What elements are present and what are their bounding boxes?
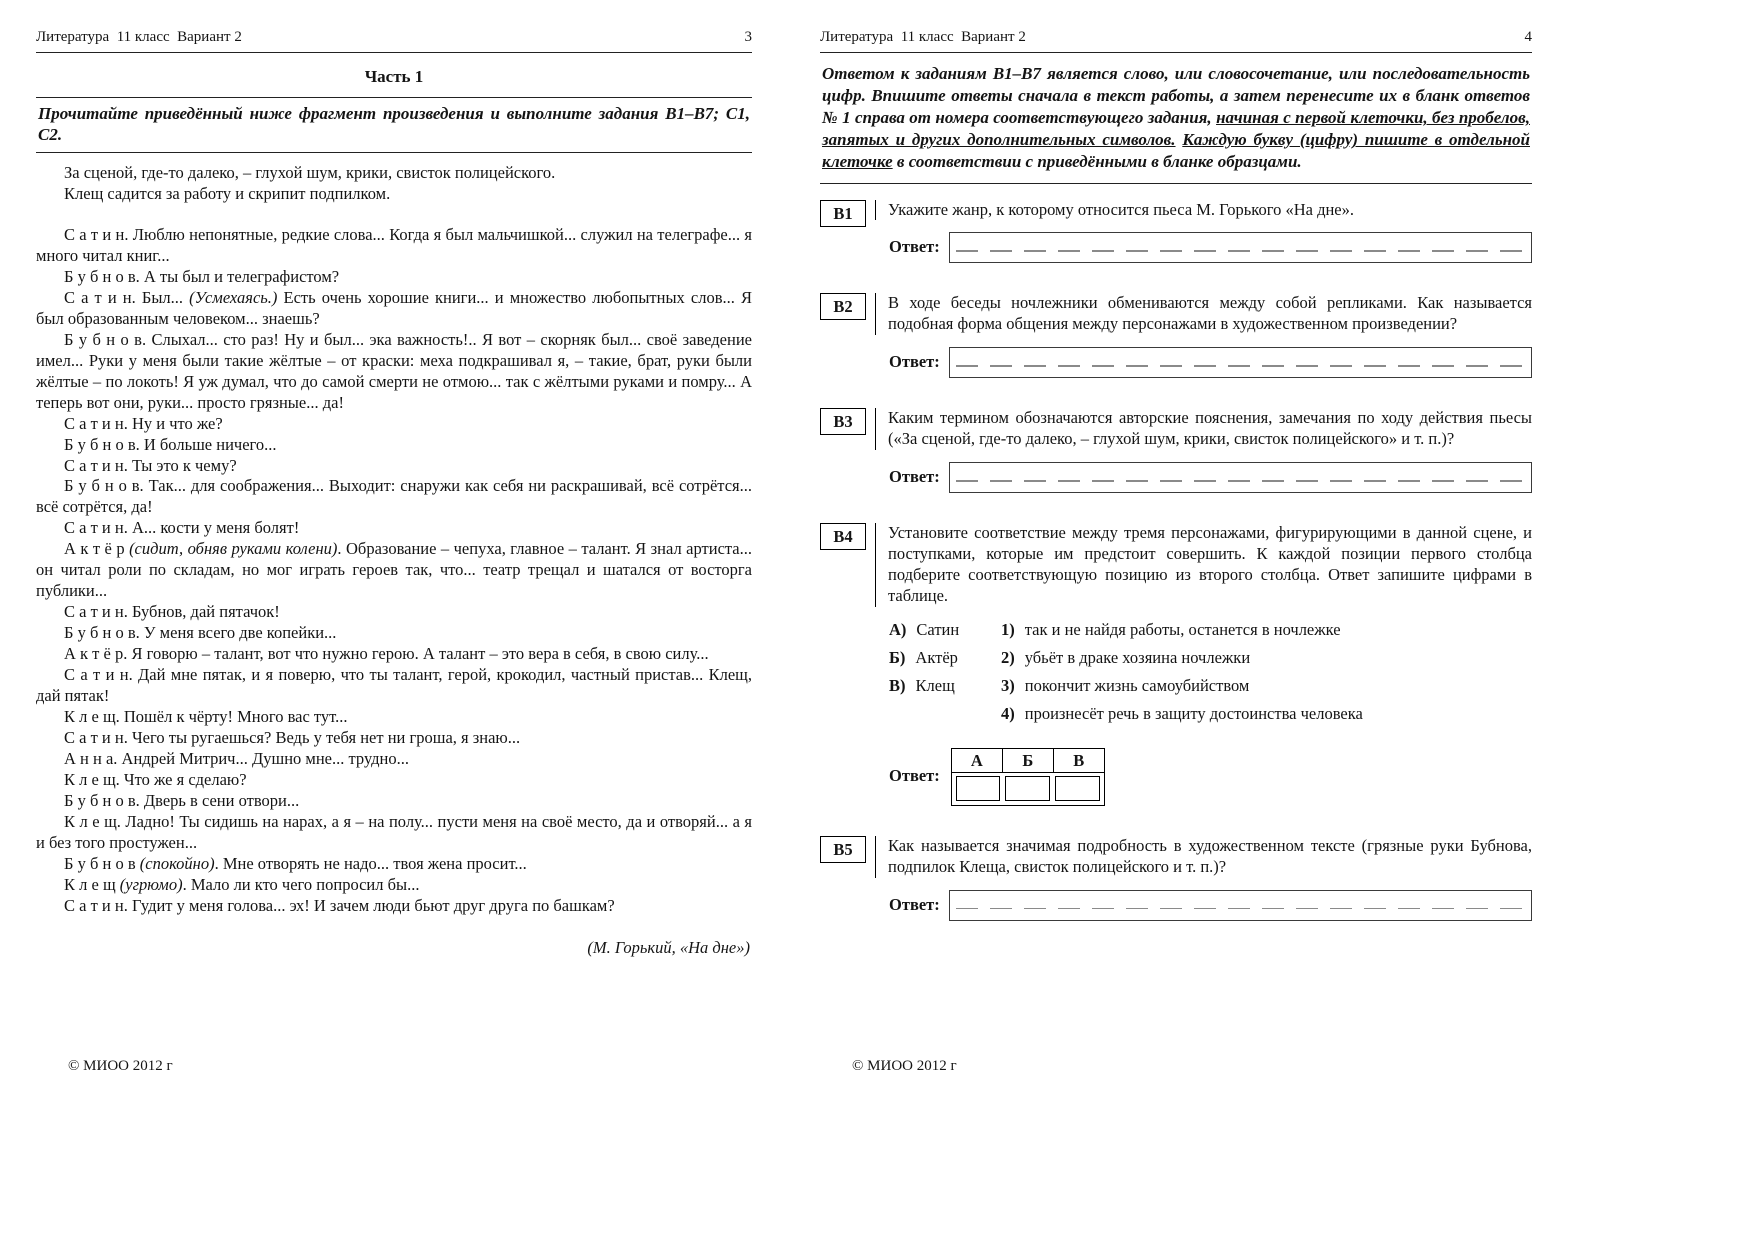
match-item — [1001, 676, 1532, 697]
question-body — [875, 200, 1532, 264]
question-text: Установите соответствие между тремя персонажами, фигурирующими в данной сцене, и поступками, которые им предстоит совершить. К каждой позиции первого столбца подберите соответствующую позицию из второго столбца. Ответ запишите цифрами в таблице. — [875, 523, 1532, 607]
match-key: А) — [889, 620, 907, 640]
question-id-В3: В3 — [820, 408, 866, 435]
match-item — [1001, 704, 1532, 725]
answer-field-В1[interactable] — [949, 232, 1532, 263]
question-body — [875, 408, 1532, 493]
match-label: Сатин — [916, 620, 960, 640]
matching-right-column — [1001, 620, 1532, 732]
match-label: произнесёт речь в защиту достоинства человека — [1024, 703, 1363, 723]
play-paragraph: С а т и н. Бубнов, дай пятачок! — [64, 602, 280, 622]
answer-instructions — [820, 53, 1532, 183]
answer-field-В2[interactable] — [949, 347, 1532, 378]
instruction-segment: начиная с первой клеточки, без пробелов, запятых и других дополнительных символов. — [822, 108, 1530, 150]
header-title: Литература 11 класс Вариант 2 — [820, 29, 1026, 45]
page-4 — [820, 28, 1532, 1076]
question-text: В ходе беседы ночлежники обмениваются между собой репликами. Как называется подобная форма общения между персонажами в художественном произведении? — [875, 293, 1532, 335]
play-paragraph: С а т и н. Дай мне пятак, и я поверю, что ты талант, герой, крокодил, частный пристав... Клещ, дай пятак! — [36, 665, 752, 705]
instruction-segment: в соответствии с приведёнными в бланке образцами. — [892, 152, 1302, 172]
question-id-В4: В4 — [820, 523, 866, 550]
play-paragraph: К л е щ (угрюмо). Мало ли кто чего попросил бы... — [64, 874, 420, 894]
questions — [820, 200, 1532, 921]
match-label: Актёр — [915, 648, 958, 668]
match-key: 2) — [1001, 648, 1015, 668]
question-text: Как называется значимая подробность в художественном тексте (грязные руки Бубнова, подпилок Клеща, свисток полицейского и т. п.)? — [875, 836, 1532, 878]
answer-label: Ответ: — [889, 352, 940, 372]
instruction-segment: Ответом к заданиям В1–В7 является слово, или словосочетание, или последовательность цифр. Впишите ответы сначала в текст работы, а затем перенесите их в бланк ответов № 1 справа от номера соответствующего задания, — [822, 64, 1530, 128]
answer-row — [875, 232, 1532, 263]
answer-row — [875, 462, 1532, 493]
play-paragraph: Б у б н о в. И больше ничего... — [64, 434, 277, 454]
question-text: Каким термином обозначаются авторские пояснения, замечания по ходу действия пьесы («За сценой, где-то далеко, – глухой шум, крики, свисток полицейского» и т. п.)? — [875, 408, 1532, 450]
play-paragraph: Б у б н о в. А ты был и телеграфистом? — [64, 266, 340, 286]
instruction-segment: Каждую букву (цифру) пишите в отдельной клеточке — [822, 130, 1530, 172]
match-key: Б) — [889, 648, 906, 668]
play-paragraph: Б у б н о в (спокойно). Мне отворять не надо... твоя жена просит... — [64, 853, 527, 873]
footer-copyright: © МИОО 2012 г — [68, 1057, 173, 1074]
answer-field-В3[interactable] — [949, 462, 1532, 493]
match-item — [1001, 648, 1532, 669]
play-paragraph: С а т и н. Ну и что же? — [64, 413, 223, 433]
match-item — [889, 676, 1001, 697]
question-В4 — [820, 523, 1532, 806]
answer-row — [875, 347, 1532, 378]
task-instruction: Прочитайте приведённый ниже фрагмент произведения и выполните задания В1–В7; С1, С2. — [36, 97, 752, 154]
answer-label: Ответ: — [889, 766, 940, 786]
play-paragraph: С а т и н. Ты это к чему? — [64, 455, 237, 475]
play-paragraph: А к т ё р (сидит, обняв руками колени). Образование – чепуха, главное – талант. Я знал артиста... он читал роли по складам, но мог играть героев так, что... театр трещал и шатался от восторга публики... — [36, 539, 753, 601]
play-paragraph: А н н а. Андрей Митрич... Душно мне... трудно... — [64, 748, 410, 768]
play-paragraph: Б у б н о в. Так... для соображения... Выходит: снаружи как себя ни раскрашивай, всё сотрётся... всё сотрётся, да! — [36, 476, 752, 517]
answer-table-header-В: В — [1073, 750, 1085, 770]
match-item — [889, 620, 1001, 641]
question-text: Укажите жанр, к которому относится пьеса М. Горького «На дне». — [875, 200, 1532, 221]
play-paragraph: С а т и н. Люблю непонятные, редкие слова... Когда я был мальчишкой... служил на телеграфе... я много читал книг... — [36, 225, 752, 265]
play-paragraph: С а т и н. Чего ты ругаешься? Ведь у тебя нет ни гроша, я знаю... — [64, 727, 521, 747]
answer-table-header-А: А — [952, 749, 1003, 772]
play-paragraph: С а т и н. Был... (Усмехаясь.) Есть очень хорошие книги... и множество любопытных слов... Я был образованным человеком... знаешь? — [36, 287, 752, 328]
play-paragraph: К л е щ. Что же я сделаю? — [64, 769, 247, 789]
stage-direction: Клещ садится за работу и скрипит подпилком. — [64, 184, 391, 204]
page-3 — [36, 28, 752, 1076]
match-key: 4) — [1001, 703, 1015, 723]
answer-table-header-Б: Б — [1003, 749, 1054, 772]
play-paragraph: А к т ё р. Я говорю – талант, вот что нужно герою. А талант – это вера в себя, в свою силу... — [64, 644, 709, 664]
answer-row — [875, 748, 1532, 806]
matching-left-column — [889, 620, 1001, 732]
play-text — [36, 163, 752, 916]
answer-table — [951, 748, 1105, 806]
question-В2 — [820, 293, 1532, 378]
page-number: 4 — [1524, 29, 1532, 45]
attribution: (М. Горький, «На дне») — [587, 938, 750, 958]
page-header-right — [820, 28, 1532, 53]
play-paragraph: Б у б н о в. У меня всего две копейки... — [64, 623, 337, 643]
answer-table-cells — [952, 773, 1104, 805]
answer-label: Ответ: — [889, 467, 940, 487]
answer-field-В5[interactable] — [949, 890, 1532, 921]
match-key: 1) — [1001, 620, 1015, 640]
question-В5 — [820, 836, 1532, 921]
part-title: Часть 1 — [364, 67, 424, 87]
question-id-В2: В2 — [820, 293, 866, 320]
match-item — [1001, 620, 1532, 641]
play-paragraph: Б у б н о в. Дверь в сени отвори... — [64, 790, 300, 810]
answer-table-header-row — [952, 749, 1104, 773]
question-id-В5: В5 — [820, 836, 866, 863]
question-id-В1: В1 — [820, 200, 866, 227]
play-paragraph: С а т и н. А... кости у меня болят! — [64, 518, 300, 538]
stage-direction: За сценой, где-то далеко, – глухой шум, крики, свисток полицейского. — [64, 163, 556, 183]
answer-cell-В[interactable] — [1055, 776, 1100, 801]
match-key: В) — [889, 676, 906, 695]
matching-block — [875, 620, 1532, 732]
question-body — [875, 293, 1532, 378]
question-В1 — [820, 200, 1532, 264]
answer-cell-А[interactable] — [956, 776, 1001, 801]
answer-label: Ответ: — [889, 237, 940, 257]
footer-copyright: © МИОО 2012 г — [852, 1057, 957, 1074]
question-body — [875, 523, 1532, 806]
question-body — [875, 836, 1532, 921]
play-paragraph: К л е щ. Ладно! Ты сидишь на нарах, а я – на полу... пусти меня на своё место, да и отворяй... а я и без того простужен... — [36, 811, 752, 852]
answer-row — [875, 890, 1532, 921]
match-label: покончит жизнь самоубийством — [1024, 676, 1250, 695]
answer-cell-Б[interactable] — [1005, 776, 1050, 801]
play-paragraph: Б у б н о в. Слыхал... сто раз! Ну и был... эка важность!.. Я вот – скорняк был... своё заведение имел... Руки у меня были такие жёлтые – от краски: меха подкрашивал я, – такие, брат, руки были жёлтые – по локоть! Я уж думал, что до самой смерти не отмою... так с жёлтыми руками и помру... А теперь вот они, руки... просто грязные... да! — [36, 329, 752, 412]
play-paragraph: С а т и н. Гудит у меня голова... эх! И зачем люди бьют друг друга по башкам? — [64, 895, 615, 915]
match-label: так и не найдя работы, останется в ночлежке — [1024, 620, 1341, 640]
match-item — [889, 648, 1001, 669]
header-title: Литература 11 класс Вариант 2 — [36, 29, 242, 45]
match-label: Клещ — [915, 676, 955, 695]
page-number: 3 — [744, 29, 752, 45]
play-paragraph: К л е щ. Пошёл к чёрту! Много вас тут... — [64, 706, 348, 726]
match-label: убьёт в драке хозяина ночлежки — [1024, 648, 1251, 668]
match-key: 3) — [1001, 676, 1015, 695]
question-В3 — [820, 408, 1532, 493]
page-header-left — [36, 28, 752, 53]
answer-label: Ответ: — [889, 894, 940, 914]
